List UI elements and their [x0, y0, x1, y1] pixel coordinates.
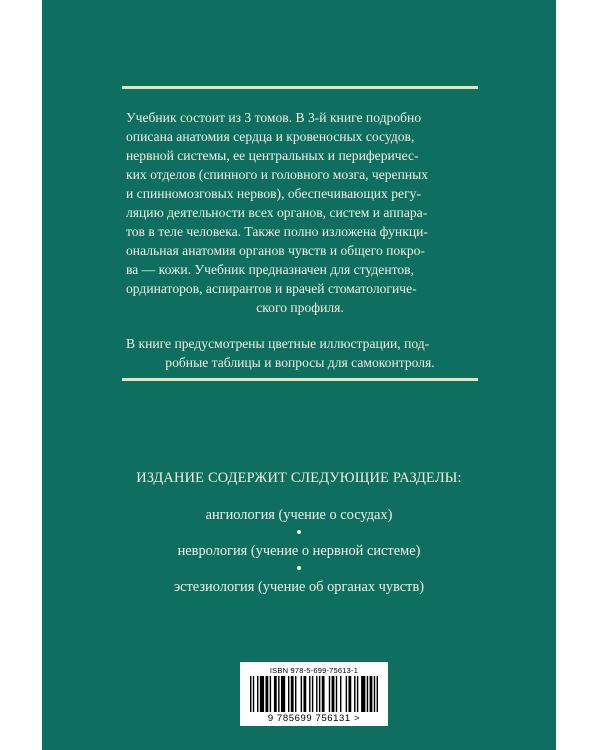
barcode-bar: [253, 676, 254, 712]
sections-title: ИЗДАНИЕ СОДЕРЖИТ СЛЕДУЮЩИЕ РАЗДЕЛЫ:: [136, 470, 462, 486]
barcode-bar: [303, 676, 306, 712]
barcode-bar: [278, 676, 279, 712]
barcode-bar: [346, 676, 347, 712]
barcode-bar: [291, 676, 294, 712]
book-description: [126, 108, 474, 372]
barcode-bar: [316, 676, 317, 712]
isbn-barcode: [240, 662, 388, 726]
barcode-bar: [265, 676, 268, 712]
barcode-bar: [257, 676, 258, 712]
barcode-bar: [322, 676, 325, 712]
description-paragraph-2: В книге предусмотрены цветные иллюстрации, под- робные таблицы и вопросы для самоконтроля.: [126, 336, 435, 370]
barcode-bar: [329, 676, 330, 712]
barcode-bar: [336, 676, 337, 712]
barcode-bar: [281, 676, 285, 712]
barcode-bar: [348, 676, 351, 712]
barcode-bar: [274, 676, 277, 712]
barcode-bar: [250, 676, 251, 712]
barcode-bar: [319, 676, 320, 712]
section-item-neurology: неврология (учение о нервной системе): [177, 543, 421, 559]
bullet-dot-icon: [297, 566, 301, 570]
section-item-angiology: ангиология (учение о сосудах): [205, 507, 393, 523]
barcode-digits: 9 785699 756131 >: [267, 713, 361, 724]
barcode-bar: [357, 676, 358, 712]
description-paragraph-1: Учебник состоит из 3 томов. В 3-й книге подробно описана анатомия сердца и кровеносных сосудов, нервной системы, ее центральных и периферичес- ких отделов (спинного и головного мозга, черепных и спинномозговых нервов), обеспечивающих регу- ляцию деятельности всех органов, систем и аппара- тов в теле человека. Также полно изложена функци- ональная анатомия органов чувств и общего покро- ва — кожи. Учебник предназначен для студентов, ординаторов, аспирантов и врачей стоматологиче- ского профиля.: [126, 110, 429, 315]
barcode-bar: [354, 676, 355, 712]
barcode-bars-icon: [250, 676, 378, 712]
barcode-bar: [370, 676, 373, 712]
back-cover: [42, 0, 556, 750]
barcode-bar: [361, 676, 365, 712]
barcode-bar: [377, 676, 378, 712]
barcode-bar: [340, 676, 341, 712]
section-item-esthesiology: эстезиология (учение об органах чувств): [173, 579, 425, 595]
top-divider: [122, 86, 478, 89]
barcode-bar: [374, 676, 375, 712]
barcode-bar: [301, 676, 302, 712]
barcode-bar: [367, 676, 368, 712]
barcode-bar: [270, 676, 271, 712]
bullet-dot-icon: [297, 530, 301, 534]
barcode-bar: [312, 676, 313, 712]
isbn-label: ISBN 978-5-699-75613-1: [269, 666, 359, 675]
barcode-bar: [332, 676, 335, 712]
bottom-divider: [122, 378, 478, 381]
barcode-bar: [295, 676, 296, 712]
barcode-bar: [309, 676, 310, 712]
barcode-bar: [260, 676, 264, 712]
barcode-bar: [288, 676, 289, 712]
sections-list: [42, 470, 556, 597]
